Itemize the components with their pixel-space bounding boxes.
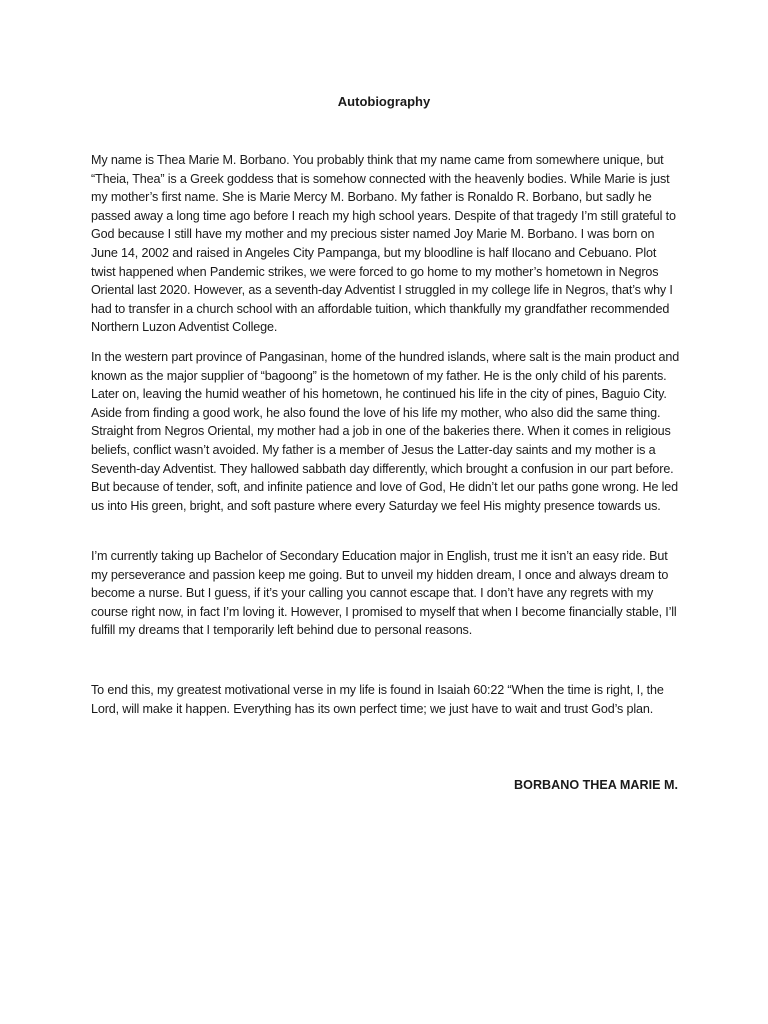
paragraph-introduction: My name is Thea Marie M. Borbano. You probably think that my name came from somewhere unique, but “Theia, Thea” is a Greek goddess that is somehow connected with the heavenly bodies. While Marie is just my mother’s first name. She is Marie Mercy M. Borbano. My father is Ronaldo R. Borbano, but sadly he passed away a long time ago before I reach my high school years. Despite of that tragedy I’m still grateful to God because I still have my mother and my precious sister named Joy Marie M. Borbano. I was born on June 14, 2002 and raised in Angeles City Pampanga, but my bloodline is half Ilocano and Cebuano. Plot twist happened when Pandemic strikes, we were forced to go home to my mother’s hometown in Negros Oriental last 2020. However, as a seventh-day Adventist I struggled in my college life in Negros, that’s why I had to transfer in a church school with an affordable tuition, which thankfully my grandfather recommended Northern Luzon Adventist College.	[91, 153, 676, 335]
paragraph-education-dreams: I’m currently taking up Bachelor of Secondary Education major in English, trust me it isn’t an easy ride. But my perseverance and passion keep me going. But to unveil my hidden dream, I once and always dream to become a nurse. But I guess, if it’s your calling you cannot escape that. I don’t have any regrets with my course right now, in fact I’m loving it. However, I promised to myself that when I become financially stable, I’ll fulfill my dreams that I temporarily left behind due to personal reasons.	[91, 549, 677, 638]
author-signature: BORBANO THEA MARIE M.	[514, 778, 678, 792]
paragraph-conclusion: To end this, my greatest motivational verse in my life is found in Isaiah 60:22 “When the time is right, I, the Lord, will make it happen. Everything has its own perfect time; we just have to wait and trust God’s plan.	[91, 683, 664, 716]
document-title: Autobiography	[337, 94, 431, 109]
paragraph-family-background: In the western part province of Pangasinan, home of the hundred islands, where salt is the main product and known as the major supplier of “bagoong” is the hometown of my father. He is the only child of his parents. Later on, leaving the humid weather of his hometown, he continued his life in the city of pines, Baguio City. Aside from finding a good work, he also found the love of his life my mother, who also did the same thing. Straight from Negros Oriental, my mother had a job in one of the bakeries there. When it comes in religious beliefs, conflict wasn’t avoided. My father is a member of Jesus the Latter-day saints and my mother is a Seventh-day Adventist. They hallowed sabbath day differently, which brought a confusion in our part before. But because of tender, soft, and infinite patience and love of God, He didn’t let our paths gone wrong. He led us into His green, bright, and soft pasture where every Saturday we feel His mighty presence towards us.	[91, 350, 680, 513]
